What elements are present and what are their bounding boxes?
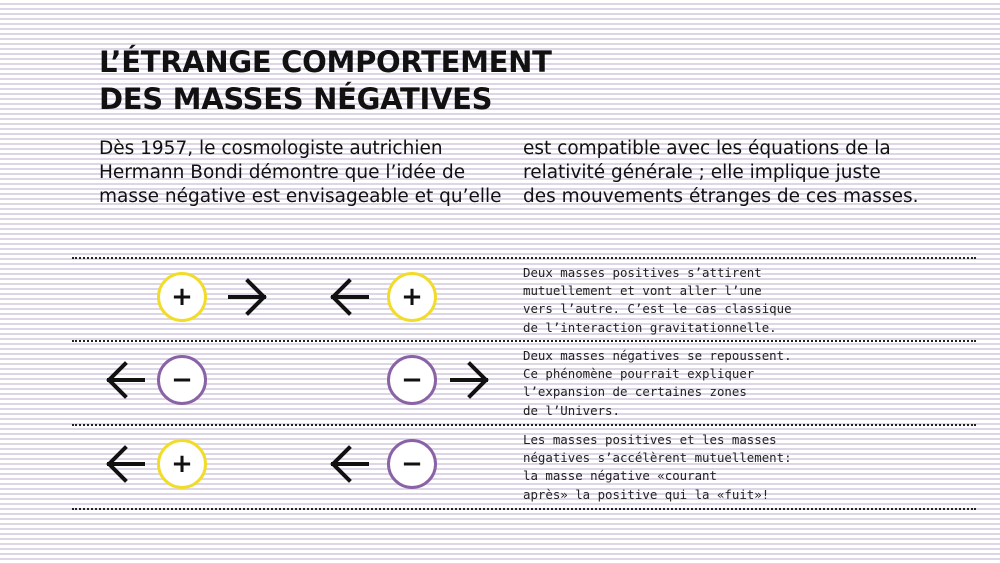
- negative-mass-icon: −: [157, 355, 207, 405]
- diagram-row-negative-negative: [0, 341, 1000, 425]
- positive-mass-icon: +: [387, 272, 437, 322]
- caption-line: négatives s’accélèrent mutuellement:: [523, 450, 792, 466]
- negative-mass-icon: −: [387, 439, 437, 489]
- caption-line: Ce phénomène pourrait expliquer: [523, 366, 755, 382]
- title-line-1: L’ÉTRANGE COMPORTEMENT: [99, 45, 552, 79]
- caption-line: mutuellement et vont aller l’une: [523, 283, 762, 299]
- caption-line: de l’Univers.: [523, 402, 620, 418]
- caption-line: après» la positive qui la «fuit»!: [523, 486, 770, 502]
- intro-line: masse négative est envisageable et qu’elle: [99, 186, 502, 207]
- row-caption: [523, 264, 943, 337]
- intro-line: des mouvements étranges de ces masses.: [523, 186, 919, 207]
- title-line-2: DES MASSES NÉGATIVES: [99, 82, 493, 116]
- arrow-left-icon: [327, 442, 371, 486]
- intro-text-right: [523, 137, 943, 209]
- arrow-left-icon: [103, 442, 147, 486]
- page-title: [99, 44, 552, 118]
- caption-line: Deux masses positives s’attirent: [523, 265, 762, 280]
- caption-line: de l’interaction gravitationnelle.: [523, 319, 777, 335]
- intro-text-left: [99, 137, 519, 209]
- caption-line: Deux masses négatives se repoussent.: [523, 348, 792, 363]
- intro-line: est compatible avec les équations de la: [523, 138, 891, 159]
- caption-line: Les masses positives et les masses: [523, 432, 777, 447]
- diagram-row-positive-positive: [0, 258, 1000, 342]
- caption-line: vers l’autre. C’est le cas classique: [523, 301, 792, 317]
- arrow-right-icon: [448, 358, 492, 402]
- row-caption: [523, 347, 943, 420]
- arrow-left-icon: [103, 358, 147, 402]
- caption-line: la masse négative «courant: [523, 468, 717, 484]
- intro-line: relativité générale ; elle implique juste: [523, 162, 881, 183]
- negative-mass-icon: −: [387, 355, 437, 405]
- positive-mass-icon: +: [157, 439, 207, 489]
- row-caption: [523, 431, 943, 504]
- caption-line: l’expansion de certaines zones: [523, 384, 747, 400]
- arrow-right-icon: [226, 275, 270, 319]
- intro-line: Dès 1957, le cosmologiste autrichien: [99, 138, 443, 159]
- positive-mass-icon: +: [157, 272, 207, 322]
- intro-line: Hermann Bondi démontre que l’idée de: [99, 162, 466, 183]
- diagram-row-positive-negative: [0, 425, 1000, 509]
- arrow-left-icon: [327, 275, 371, 319]
